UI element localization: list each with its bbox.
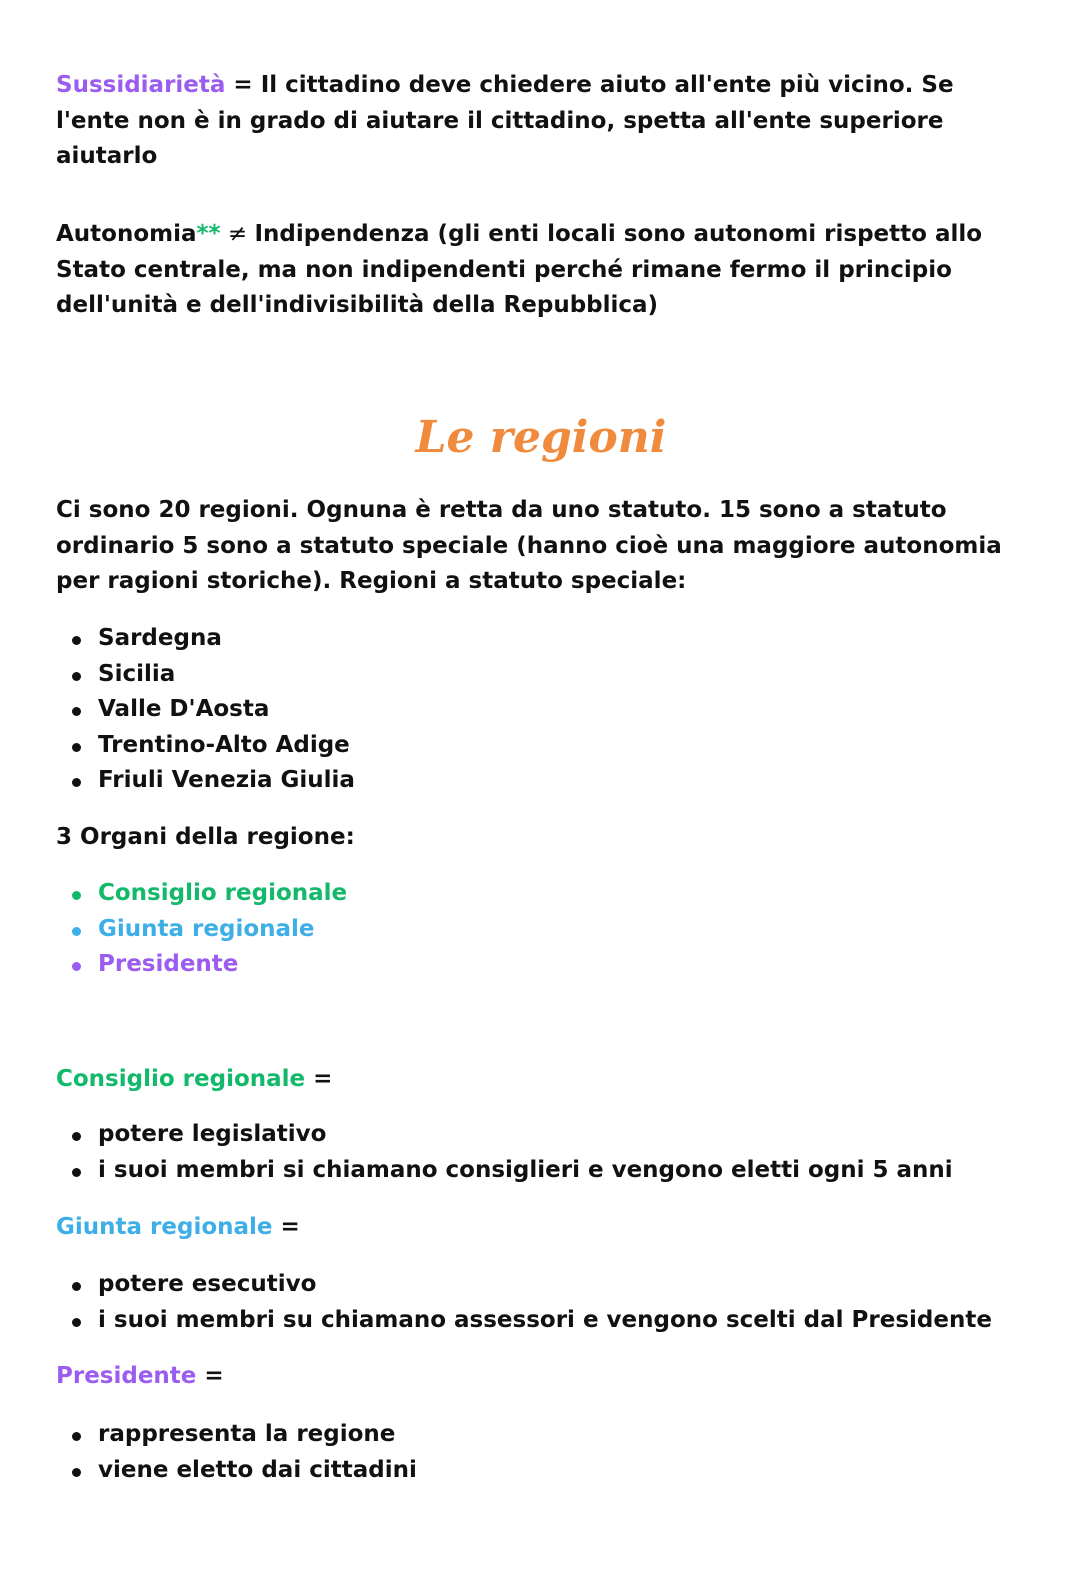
bullet-icon	[72, 636, 81, 645]
bullet-icon	[72, 1432, 81, 1441]
sussidiarieta-paragraph	[56, 68, 1026, 175]
bullet-icon	[72, 672, 81, 681]
sussidiarieta-term: Sussidiarietà	[56, 72, 226, 98]
presidente-term: Presidente	[56, 1363, 197, 1389]
regioni-speciali-list	[56, 621, 355, 799]
equals-sign: =	[272, 1214, 300, 1240]
sussidiarieta-definition: Il cittadino deve chiedere aiuto all'ente più vicino. Se l'ente non è in grado di aiutare il cittadino, spetta all'ente superiore aiutarlo	[56, 72, 954, 169]
giunta-list	[56, 1267, 992, 1338]
list-item: rappresenta la regione	[56, 1417, 417, 1453]
list-item-consiglio: Consiglio regionale	[56, 876, 347, 912]
list-item-giunta: Giunta regionale	[56, 912, 347, 948]
bullet-icon	[72, 891, 81, 900]
consiglio-heading	[56, 1062, 332, 1098]
bullet-icon	[72, 962, 81, 971]
bullet-icon	[72, 707, 81, 716]
not-equal-sign: ≠	[220, 221, 255, 247]
consiglio-list	[56, 1117, 953, 1188]
list-item: Friuli Venezia Giulia	[56, 763, 355, 799]
bullet-icon	[72, 1318, 81, 1327]
giunta-term: Giunta regionale	[56, 1214, 273, 1240]
bullet-icon	[72, 743, 81, 752]
list-item: Valle D'Aosta	[56, 692, 355, 728]
list-item: Sicilia	[56, 657, 355, 693]
bullet-icon	[72, 1282, 81, 1291]
autonomia-paragraph	[56, 217, 1016, 324]
equals-sign: =	[305, 1066, 333, 1092]
equals-sign: =	[196, 1363, 224, 1389]
bullet-icon	[72, 1168, 81, 1177]
organi-heading: 3 Organi della regione:	[56, 824, 355, 850]
list-item: Trentino-Alto Adige	[56, 728, 355, 764]
equals-sign: =	[225, 72, 261, 98]
organi-list	[56, 876, 347, 983]
list-item: i suoi membri si chiamano consiglieri e vengono eletti ogni 5 anni	[56, 1153, 953, 1189]
presidente-list	[56, 1417, 417, 1488]
list-item: viene eletto dai cittadini	[56, 1453, 417, 1489]
bullet-icon	[72, 1468, 81, 1477]
list-item: i suoi membri su chiamano assessori e vengono scelti dal Presidente	[56, 1303, 992, 1339]
bullet-icon	[72, 778, 81, 787]
presidente-heading	[56, 1359, 224, 1395]
regioni-intro: Ci sono 20 regioni. Ognuna è retta da uno statuto. 15 sono a statuto ordinario 5 sono a statuto speciale (hanno cioè una maggiore autonomia per ragioni storiche). Regioni a statuto speciale:	[56, 497, 1002, 594]
autonomia-definition: Indipendenza (gli enti locali sono autonomi rispetto allo Stato centrale, ma non indipendenti perché rimane fermo il principio dell'unità e dell'indivisibilità della Repubblica)	[56, 221, 983, 318]
list-item: Sardegna	[56, 621, 355, 657]
giunta-heading	[56, 1210, 300, 1246]
autonomia-term: Autonomia	[56, 221, 197, 247]
list-item: potere esecutivo	[56, 1267, 992, 1303]
consiglio-term: Consiglio regionale	[56, 1066, 306, 1092]
autonomia-stars: **	[196, 221, 221, 247]
bullet-icon	[72, 1132, 81, 1141]
list-item: potere legislativo	[56, 1117, 953, 1153]
section-title: Le regioni	[415, 412, 667, 463]
list-item-presidente: Presidente	[56, 947, 347, 983]
bullet-icon	[72, 927, 81, 936]
